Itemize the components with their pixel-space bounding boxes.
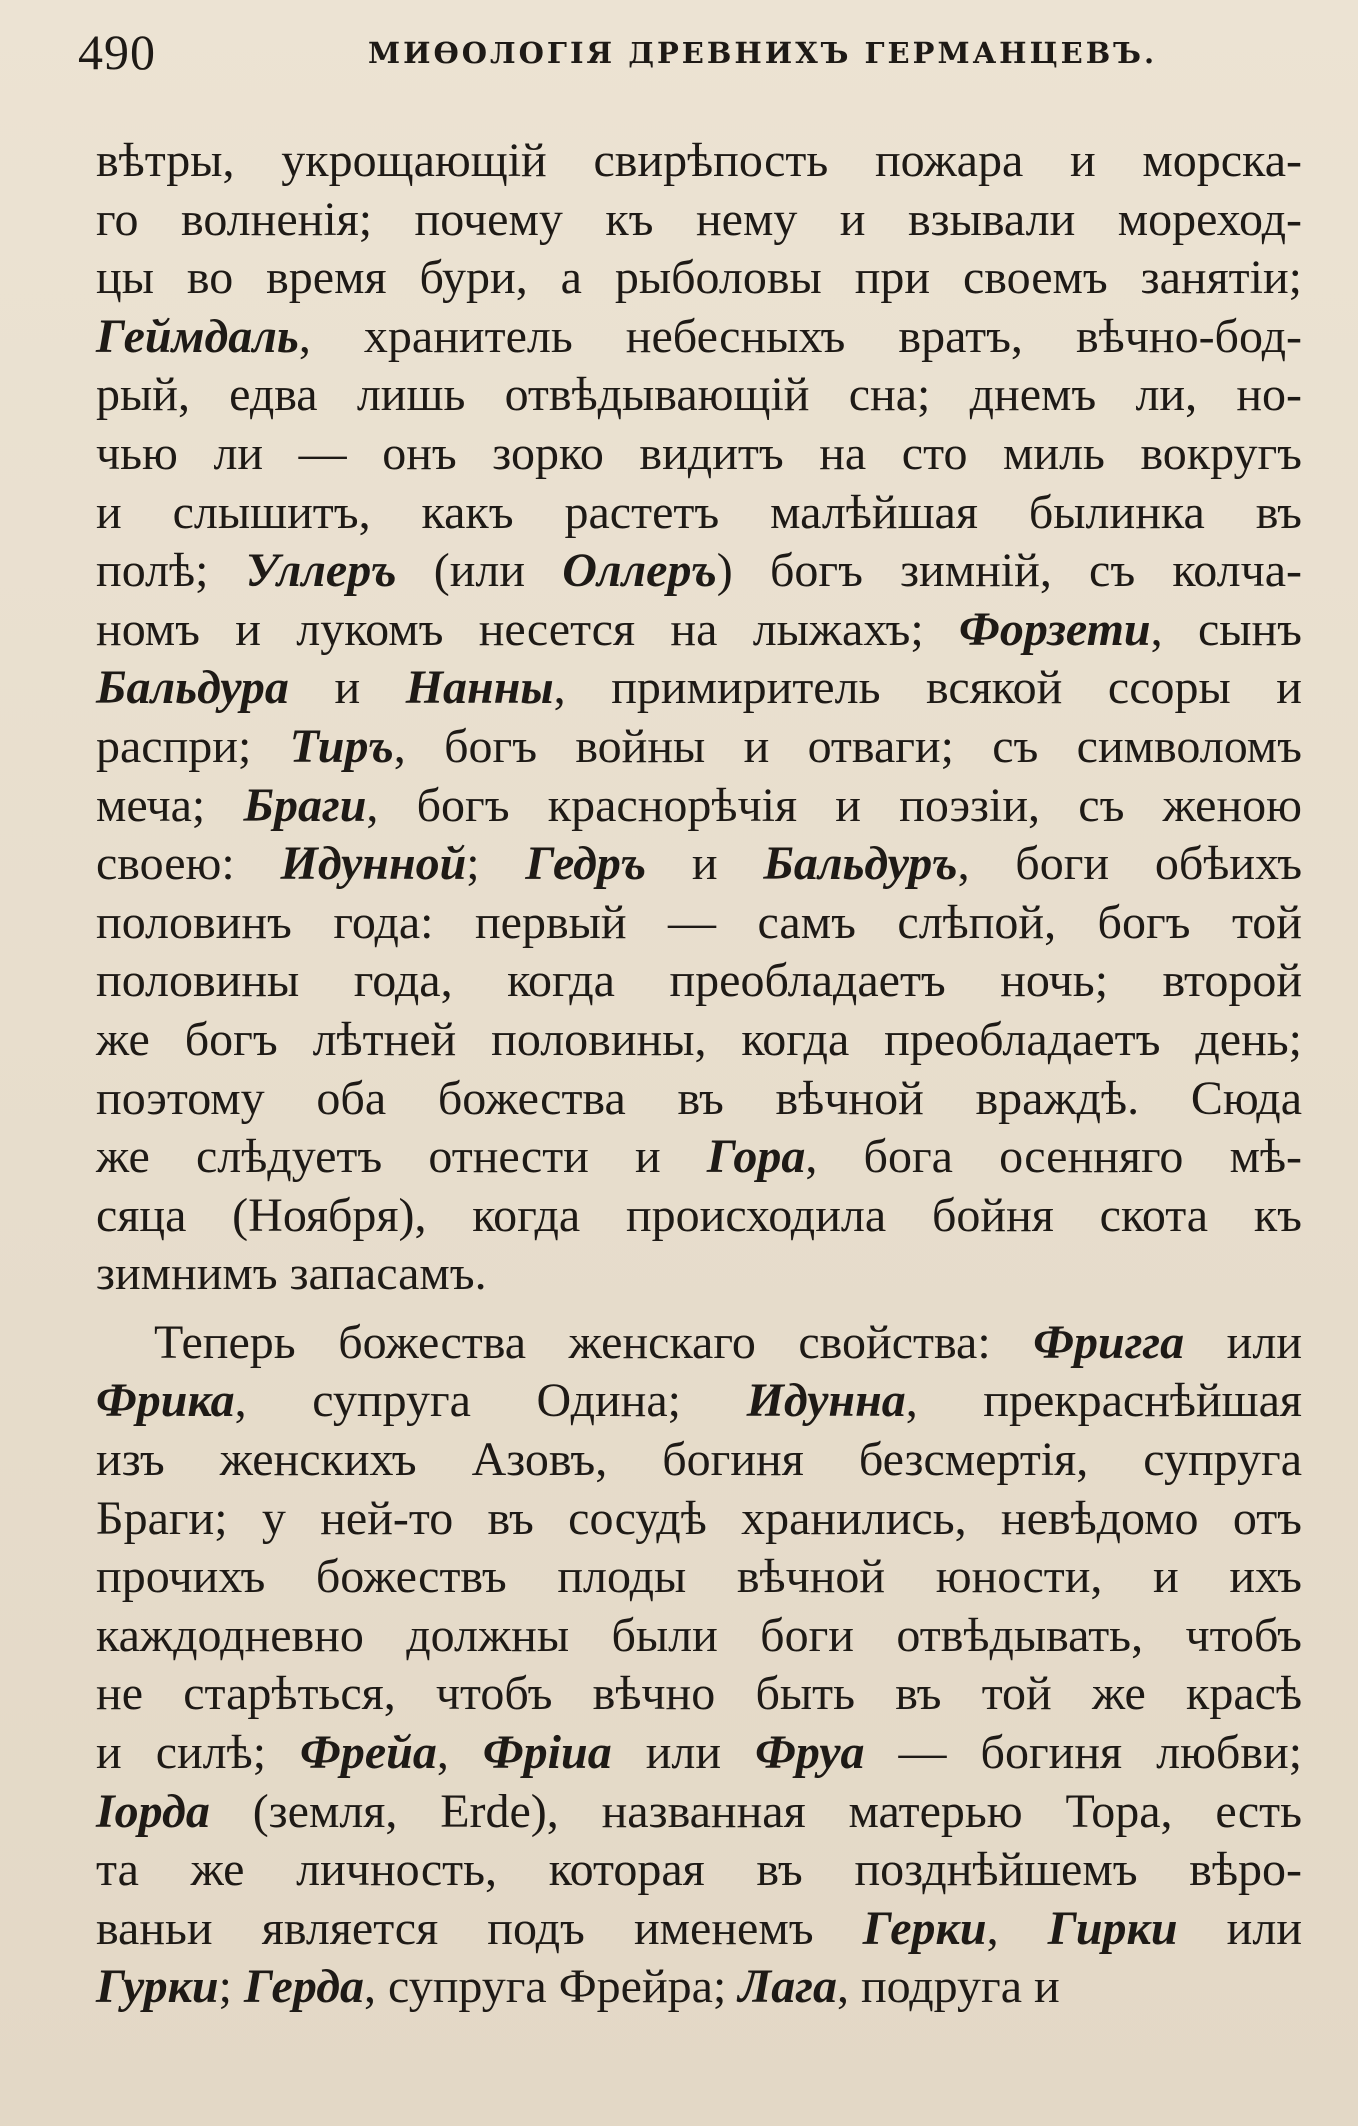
text-run: , примиритель всякой ссоры и xyxy=(553,661,1302,715)
text-line xyxy=(96,1431,1302,1490)
text-line xyxy=(96,1011,1302,1070)
text-run: и слышитъ, какъ растетъ малѣйшая былинка въ xyxy=(96,485,1302,539)
paragraph xyxy=(96,132,1302,1304)
text-line xyxy=(96,1187,1302,1246)
text-line xyxy=(96,894,1302,953)
text-run: , богъ краснорѣчія и поэзіи, съ женою xyxy=(366,778,1303,832)
text-line xyxy=(96,1245,1302,1304)
text-line xyxy=(96,1958,1302,2017)
text-line xyxy=(96,835,1302,894)
text-line xyxy=(96,1841,1302,1900)
italic-name: Форзети xyxy=(959,602,1151,656)
text-line xyxy=(96,1372,1302,1431)
text-run: изъ женскихъ Азовъ, богиня безсмертія, супруга xyxy=(96,1433,1302,1487)
italic-name: Геймдаль xyxy=(96,309,299,363)
text-run: и xyxy=(646,837,764,891)
text-line xyxy=(96,1314,1302,1373)
text-run: та же личность, которая въ позднѣйшемъ вѣро- xyxy=(96,1843,1302,1897)
running-head xyxy=(78,22,1298,82)
text-run: го волненія; почему къ нему и взывали мореход- xyxy=(96,192,1302,246)
text-line xyxy=(96,1783,1302,1842)
text-line xyxy=(96,1665,1302,1724)
text-line xyxy=(96,484,1302,543)
text-run: цы во время бури, а рыболовы при своемъ занятіи; xyxy=(96,251,1302,305)
text-run: номъ и лукомъ несется на лыжахъ; xyxy=(96,602,960,656)
italic-name: Гурки xyxy=(96,1960,219,2014)
text-run: (или xyxy=(396,544,563,598)
text-run: и xyxy=(288,661,406,715)
text-line xyxy=(96,1548,1302,1607)
text-line xyxy=(96,1607,1302,1666)
text-run: вѣтры, укрощающій свирѣпость пожара и морска- xyxy=(96,134,1302,187)
italic-name: Фригга xyxy=(1033,1315,1185,1369)
italic-name: Идунна xyxy=(746,1374,906,1428)
text-run: , хранитель небесныхъ вратъ, вѣчно-бод- xyxy=(298,309,1302,363)
text-line xyxy=(96,542,1302,601)
text-run: , прекраснѣйшая xyxy=(905,1374,1303,1428)
text-line xyxy=(96,718,1302,777)
text-run: , подруга и xyxy=(836,1960,1060,2014)
text-run: , бога осенняго мѣ- xyxy=(805,1130,1303,1184)
text-line xyxy=(96,1128,1302,1187)
text-line xyxy=(96,1724,1302,1783)
italic-name: Герда xyxy=(243,1960,365,2014)
text-line xyxy=(96,1070,1302,1129)
text-run: сяца (Ноября), когда происходила бойня скота къ xyxy=(96,1188,1302,1242)
text-run: половины года, когда преобладаетъ ночь; второй xyxy=(96,954,1302,1008)
text-line xyxy=(96,659,1302,718)
text-run: , xyxy=(436,1726,483,1780)
text-run: Теперь божества женскаго свойства: xyxy=(154,1315,1034,1369)
text-run: полѣ; xyxy=(96,544,246,598)
text-run: распри; xyxy=(96,719,290,773)
text-run: зимнимъ запасамъ. xyxy=(96,1247,487,1301)
text-run: ) богъ зимній, съ колча- xyxy=(716,544,1303,598)
text-line xyxy=(96,425,1302,484)
text-run: же слѣдуетъ отнести и xyxy=(96,1130,707,1184)
text-run: своею: xyxy=(96,837,281,891)
running-title: МИѲОЛОГІЯ ДРЕВНИХЪ ГЕРМАНЦЕВЪ. xyxy=(368,36,1158,70)
text-line xyxy=(96,191,1302,250)
text-run: , богъ войны и отваги; съ символомъ xyxy=(393,719,1302,773)
text-line xyxy=(96,366,1302,425)
italic-name: Тиръ xyxy=(289,719,394,773)
text-run: , супруга Фрейра; xyxy=(364,1960,739,2014)
italic-name: Гедръ xyxy=(525,837,647,891)
italic-name: Нанны xyxy=(405,661,554,715)
italic-name: Гирки xyxy=(1047,1901,1178,1955)
italic-name: Уллеръ xyxy=(245,544,397,598)
italic-name: Гора xyxy=(706,1130,806,1184)
text-run: — богиня любви; xyxy=(864,1726,1303,1780)
italic-name: Идунной xyxy=(280,837,467,891)
text-run: или xyxy=(1177,1901,1303,1955)
text-run: или xyxy=(611,1726,756,1780)
text-run: (земля, Erde), названная матерью Тора, есть xyxy=(209,1784,1302,1838)
text-line xyxy=(96,952,1302,1011)
page-number: 490 xyxy=(78,24,156,80)
italic-name: Фріиа xyxy=(482,1726,612,1780)
italic-name: Фруа xyxy=(755,1726,865,1780)
italic-name: Браги xyxy=(243,778,367,832)
text-line xyxy=(96,249,1302,308)
text-run: или xyxy=(1184,1315,1303,1369)
text-run: чью ли — онъ зорко видитъ на сто миль вокругъ xyxy=(96,426,1302,480)
text-line xyxy=(96,777,1302,836)
body-text xyxy=(96,132,1302,2017)
text-run: рый, едва лишь отвѣдывающій сна; днемъ ли, но- xyxy=(96,368,1302,422)
italic-name: Іорда xyxy=(96,1784,210,1838)
text-run: не старѣться, чтобъ вѣчно быть въ той же красѣ xyxy=(96,1667,1302,1721)
text-run: прочихъ божествъ плоды вѣчной юности, и ихъ xyxy=(96,1550,1302,1604)
text-run: , супруга Одина; xyxy=(234,1374,747,1428)
italic-name: Фрика xyxy=(96,1374,235,1428)
text-run: и силѣ; xyxy=(96,1726,301,1780)
text-line xyxy=(96,132,1302,191)
text-run: ; xyxy=(466,837,526,891)
text-run: , боги обѣихъ xyxy=(957,837,1303,891)
text-run: половинъ года: первый — самъ слѣпой, богъ той xyxy=(96,895,1302,949)
text-run: каждодневно должны были боги отвѣдывать, чтобъ xyxy=(96,1608,1302,1662)
paragraph xyxy=(96,1314,1302,2017)
italic-name: Бальдура xyxy=(96,661,289,715)
text-line xyxy=(96,1900,1302,1959)
text-run: Браги; у ней-то въ сосудѣ хранились, невѣдомо отъ xyxy=(96,1491,1302,1545)
text-run: же богъ лѣтней половины, когда преобладаетъ день; xyxy=(96,1012,1302,1066)
italic-name: Бальдуръ xyxy=(763,837,958,891)
italic-name: Герки xyxy=(862,1901,987,1955)
italic-name: Лага xyxy=(738,1960,837,2014)
text-run: , xyxy=(986,1901,1048,1955)
italic-name: Оллеръ xyxy=(562,544,717,598)
italic-name: Фрейа xyxy=(300,1726,437,1780)
text-run: ; xyxy=(218,1960,244,2014)
text-run: , сынъ xyxy=(1150,602,1303,656)
text-line xyxy=(96,601,1302,660)
paragraph-gap xyxy=(96,1304,1302,1314)
text-run: поэтому оба божества въ вѣчной враждѣ. Сюда xyxy=(96,1071,1302,1125)
text-run: меча; xyxy=(96,778,244,832)
text-run: ваньи является подъ именемъ xyxy=(96,1901,863,1955)
text-line xyxy=(96,1490,1302,1549)
text-line xyxy=(96,308,1302,367)
